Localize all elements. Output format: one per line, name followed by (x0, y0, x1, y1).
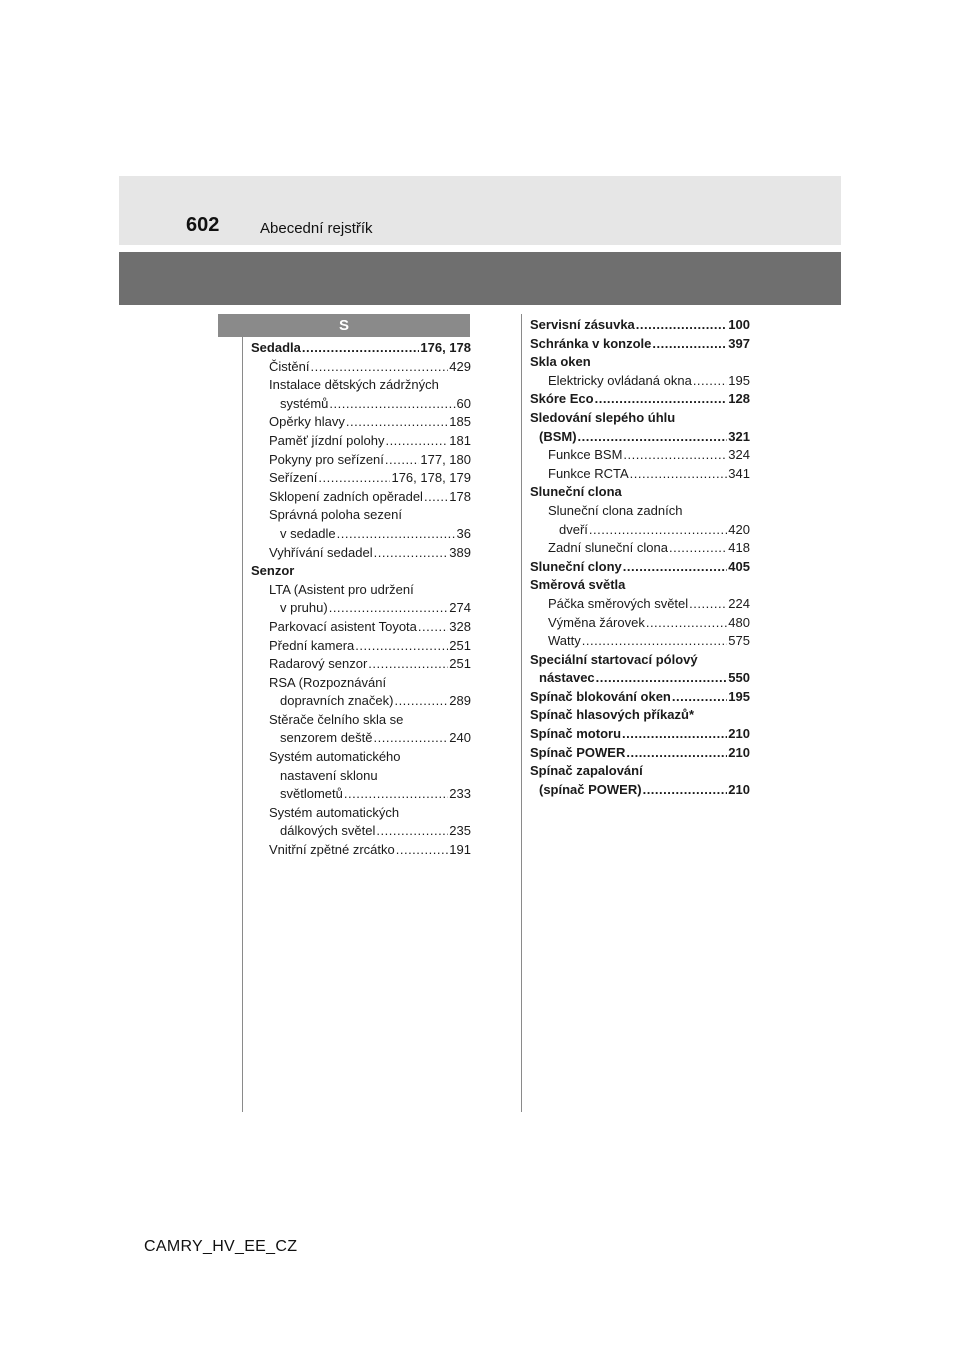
index-entry (251, 785, 471, 804)
index-entry-term: Senzor (251, 563, 295, 579)
dot-leader (355, 637, 448, 656)
index-entry-page: 389 (449, 544, 471, 560)
index-entry (251, 451, 471, 470)
index-entry-term: Pokyny pro seřízení (269, 451, 384, 467)
index-entry-page: 240 (449, 730, 471, 746)
index-entry-page: 418 (728, 540, 750, 556)
column-divider-middle (521, 314, 522, 1112)
index-entry (251, 655, 471, 674)
index-entry-term: Páčka směrových světel (548, 595, 689, 611)
index-entry (251, 804, 471, 823)
index-entry-term: v pruhu) (280, 600, 328, 616)
index-entry-page: 210 (728, 781, 750, 797)
index-entry-page: 210 (728, 726, 750, 742)
dot-leader (693, 372, 727, 391)
index-entry (530, 372, 750, 391)
index-entry (530, 316, 750, 335)
dot-leader (623, 446, 727, 465)
index-entry (251, 748, 471, 767)
header-dark-band (119, 252, 841, 305)
dot-leader (374, 544, 449, 563)
dot-leader (344, 785, 448, 804)
index-entry-term: LTA (Asistent pro udržení (269, 581, 414, 597)
index-entry-page: 60 (456, 395, 471, 411)
index-entry-page: 550 (728, 670, 750, 686)
index-entry (530, 706, 750, 725)
section-title: Abecední rejstřík (260, 220, 373, 237)
index-entry-term: Vnitřní zpětné zrcátko (269, 842, 395, 858)
dot-leader (385, 432, 448, 451)
index-entry (530, 428, 750, 447)
index-entry-page: 397 (728, 335, 750, 351)
index-entry-term: Sluneční clona (530, 484, 622, 500)
dot-leader (652, 335, 727, 354)
index-entry (251, 692, 471, 711)
index-entry-term: Opěrky hlavy (269, 414, 345, 430)
index-entry-page: 274 (449, 600, 471, 616)
index-entry-term: Instalace dětských zádržných (269, 377, 439, 393)
dot-leader (595, 390, 728, 409)
index-entry-page: 405 (728, 558, 750, 574)
dot-leader (622, 725, 727, 744)
page-number: 602 (186, 214, 220, 236)
index-entry-page: 210 (728, 744, 750, 760)
index-entry (251, 674, 471, 693)
index-entry (530, 483, 750, 502)
index-entry (530, 409, 750, 428)
index-entry (251, 822, 471, 841)
dot-leader (368, 655, 448, 674)
dot-leader (424, 488, 448, 507)
index-entry-page: 324 (728, 447, 750, 463)
column-divider-left (242, 314, 243, 1112)
index-entry (251, 841, 471, 860)
index-entry-page: 575 (728, 633, 750, 649)
index-entry-term: nastavení sklonu (280, 767, 378, 783)
index-entry-term: Funkce BSM (548, 447, 623, 463)
dot-leader (672, 688, 727, 707)
index-entry-page: 128 (728, 391, 750, 407)
index-entry-page: 251 (449, 656, 471, 672)
index-entry-term: (spínač POWER) (539, 781, 642, 797)
index-entry (251, 729, 471, 748)
index-entry (530, 725, 750, 744)
index-entry-term: Sluneční clona zadních (548, 502, 683, 518)
dot-leader (346, 413, 448, 432)
index-entry-term: Směrová světla (530, 577, 626, 593)
index-entry-term: Paměť jízdní polohy (269, 432, 385, 448)
dot-leader (589, 521, 727, 540)
dot-leader (643, 781, 728, 800)
index-entry (251, 339, 471, 358)
dot-leader (623, 558, 728, 577)
index-entry (251, 358, 471, 377)
dot-leader (596, 669, 728, 688)
index-entry (530, 502, 750, 521)
index-entry-term: Spínač blokování oken (530, 688, 671, 704)
index-entry-page: 178 (449, 488, 471, 504)
index-column-left (251, 339, 471, 860)
index-entry-term: Funkce RCTA (548, 465, 629, 481)
dot-leader (626, 744, 727, 763)
index-entry (530, 781, 750, 800)
index-entry (251, 413, 471, 432)
index-entry-page: 176, 178, 179 (391, 470, 471, 486)
index-entry-term: Servisní zásuvka (530, 317, 635, 332)
index-entry (251, 376, 471, 395)
index-entry-term: dopravních značek) (280, 693, 394, 709)
index-entry (530, 762, 750, 781)
dot-leader (329, 395, 455, 414)
index-entry (530, 521, 750, 540)
index-entry-term: nástavec (539, 670, 595, 686)
index-entry-page: 328 (449, 618, 471, 634)
dot-leader (318, 469, 390, 488)
index-entry-term: Spínač zapalování (530, 763, 643, 779)
index-entry (530, 465, 750, 484)
index-entry-term: Stěrače čelního skla se (269, 711, 404, 727)
index-entry (251, 469, 471, 488)
index-entry-page: 185 (449, 414, 471, 430)
index-entry (530, 614, 750, 633)
dot-leader (329, 599, 449, 618)
index-entry (251, 637, 471, 656)
index-entry-term: systémů (280, 395, 329, 411)
index-entry (530, 390, 750, 409)
dot-leader (396, 841, 449, 860)
index-entry-term: senzorem deště (280, 730, 373, 746)
index-entry-term: Sedadla (251, 340, 301, 355)
index-entry-term: Parkovací asistent Toyota (269, 618, 417, 634)
header-band (119, 176, 841, 245)
dot-leader (630, 465, 728, 484)
index-entry-term: Spínač motoru (530, 726, 622, 742)
index-entry (251, 488, 471, 507)
index-entry (530, 744, 750, 763)
index-entry-term: Přední kamera (269, 637, 355, 653)
index-entry (530, 632, 750, 651)
index-entry-page: 341 (728, 465, 750, 481)
index-entry (251, 711, 471, 730)
index-entry-page: 195 (728, 372, 750, 388)
index-entry-term: Sluneční clony (530, 558, 622, 574)
index-entry-term: Spínač hlasových příkazů* (530, 707, 695, 723)
index-entry-term: Skóre Eco (530, 391, 594, 407)
index-entry (530, 595, 750, 614)
dot-leader (310, 358, 448, 377)
index-entry-page: 181 (449, 432, 471, 448)
index-entry-page: 177, 180 (420, 451, 471, 467)
index-entry (530, 576, 750, 595)
index-entry-term: Schránka v konzole (530, 335, 652, 351)
index-entry-term: Systém automatických (269, 804, 400, 820)
index-entry-page: 195 (728, 688, 750, 704)
index-entry-term: světlometů (280, 786, 343, 802)
index-entry (251, 432, 471, 451)
dot-leader (646, 614, 727, 633)
index-entry-page: 480 (728, 614, 750, 630)
dot-leader (669, 539, 727, 558)
index-entry-term: Čistění (269, 358, 310, 374)
index-entry-term: Výměna žárovek (548, 614, 645, 630)
index-entry (251, 581, 471, 600)
index-entry-page: 233 (449, 786, 471, 802)
index-entry (530, 335, 750, 354)
index-entry-page: 251 (449, 637, 471, 653)
index-entry (530, 539, 750, 558)
dot-leader (578, 428, 728, 447)
index-entry-term: dveří (559, 521, 588, 537)
index-entry-page: 191 (449, 842, 471, 858)
index-entry (251, 599, 471, 618)
index-entry-term: Seřízení (269, 470, 318, 486)
index-column-right (530, 316, 750, 799)
index-entry (251, 395, 471, 414)
index-entry-page: 321 (728, 428, 750, 444)
index-entry-page: 429 (449, 358, 471, 374)
index-entry-page: 420 (728, 521, 750, 537)
index-entry (251, 767, 471, 786)
index-entry (530, 558, 750, 577)
index-entry-term: Systém automatického (269, 749, 401, 765)
index-entry (530, 651, 750, 670)
index-entry-page: 100 (728, 317, 750, 332)
dot-leader (302, 339, 420, 358)
index-entry (251, 525, 471, 544)
dot-leader (689, 595, 727, 614)
index-entry-term: RSA (Rozpoznávání (269, 674, 387, 690)
dot-leader (394, 692, 448, 711)
dot-leader (376, 822, 448, 841)
index-entry-page: 224 (728, 595, 750, 611)
index-entry-term: Sledování slepého úhlu (530, 409, 676, 425)
index-entry-term: Správná poloha sezení (269, 507, 402, 523)
index-entry (530, 446, 750, 465)
index-letter-heading: S (218, 314, 470, 337)
index-entry-term: Vyhřívání sedadel (269, 544, 373, 560)
dot-leader (418, 618, 448, 637)
dot-leader (374, 729, 449, 748)
index-entry-term: (BSM) (539, 428, 577, 444)
index-entry-term: Elektricky ovládaná okna (548, 372, 692, 388)
dot-leader (385, 451, 420, 470)
index-entry-page: 176, 178 (420, 340, 471, 355)
index-entry-term: Skla oken (530, 354, 591, 370)
index-entry-term: v sedadle (280, 525, 336, 541)
index-entry (530, 353, 750, 372)
index-entry-page: 289 (449, 693, 471, 709)
dot-leader (636, 316, 728, 335)
index-entry (251, 562, 471, 581)
index-entry (251, 618, 471, 637)
index-entry-term: Watty (548, 633, 581, 649)
index-entry-term: dálkových světel (280, 823, 376, 839)
document-code: CAMRY_HV_EE_CZ (144, 1238, 298, 1255)
index-entry-page: 36 (456, 525, 471, 541)
index-entry-term: Radarový senzor (269, 656, 368, 672)
index-entry-page: 235 (449, 823, 471, 839)
index-entry (251, 506, 471, 525)
index-entry-term: Zadní sluneční clona (548, 540, 668, 556)
index-entry (530, 669, 750, 688)
index-entry (530, 688, 750, 707)
index-entry (251, 544, 471, 563)
index-entry-term: Sklopení zadních opěradel (269, 488, 423, 504)
index-entry-term: Speciální startovací pólový (530, 651, 698, 667)
dot-leader (337, 525, 456, 544)
index-entry-term: Spínač POWER (530, 744, 626, 760)
dot-leader (582, 632, 728, 651)
